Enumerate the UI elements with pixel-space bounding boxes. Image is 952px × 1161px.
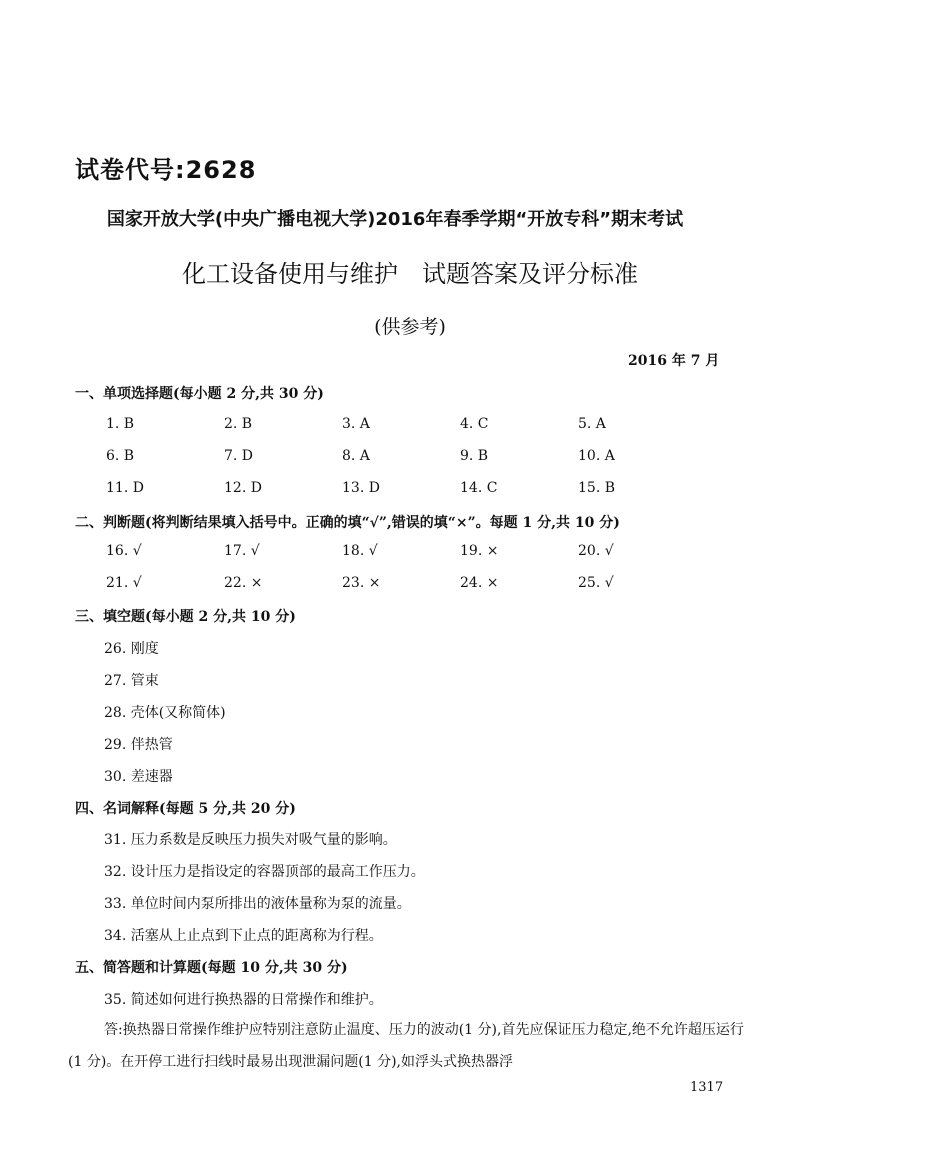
answer-cell: 5. A: [578, 416, 606, 432]
fill-answer: 29. 伴热管: [104, 737, 173, 753]
answer-paragraph: [68, 1014, 758, 1078]
section-1-heading: 一、单项选择题(每小题 2 分,共 30 分): [75, 386, 324, 402]
fill-answer: 27. 管束: [104, 673, 159, 689]
term-definition: 32. 设计压力是指设定的容器顶部的最高工作压力。: [104, 864, 425, 880]
section-5-heading: 五、简答题和计算题(每题 10 分,共 30 分): [75, 960, 348, 976]
question-text: 35. 简述如何进行换热器的日常操作和维护。: [104, 992, 383, 1008]
answer-cell: 17. √: [224, 543, 260, 559]
answer-cell: 9. B: [460, 448, 489, 464]
paper-code: 试卷代号:2628: [75, 156, 257, 184]
answer-cell: 22. ×: [224, 575, 263, 591]
answer-cell: 8. A: [342, 448, 370, 464]
answer-cell: 18. √: [342, 543, 378, 559]
answer-cell: 11. D: [106, 480, 144, 496]
answer-cell: 3. A: [342, 416, 370, 432]
answer-cell: 4. C: [460, 416, 489, 432]
answer-cell: 23. ×: [342, 575, 381, 591]
answer-cell: 20. √: [578, 543, 614, 559]
subject-title: 化工设备使用与维护 试题答案及评分标准: [182, 260, 638, 288]
answer-cell: 10. A: [578, 448, 615, 464]
answer-cell: 24. ×: [460, 575, 499, 591]
answer-cell: 14. C: [460, 480, 498, 496]
answer-cell: 1. B: [106, 416, 135, 432]
answer-cell: 6. B: [106, 448, 135, 464]
answer-cell: 25. √: [578, 575, 614, 591]
answer-cell: 21. √: [106, 575, 142, 591]
section-4-heading: 四、名词解释(每题 5 分,共 20 分): [75, 801, 296, 817]
answer-cell: 12. D: [224, 480, 262, 496]
term-definition: 34. 活塞从上止点到下止点的距离称为行程。: [104, 928, 383, 944]
answer-text: 答:换热器日常操作维护应特别注意防止温度、压力的波动(1 分),首先应保证压力稳定,绝不允许超压运行(1 分)。在开停工进行扫线时最易出现泄漏问题(1 分),如浮头式换热器浮: [68, 1022, 744, 1070]
answer-cell: 15. B: [578, 480, 616, 496]
exam-title: 国家开放大学(中央广播电视大学)2016年春季学期“开放专科”期末考试: [106, 209, 684, 230]
section-2-heading: 二、判断题(将判断结果填入括号中。正确的填“√”,错误的填“×”。每题 1 分,共 10 分): [75, 515, 620, 531]
fill-answer: 28. 壳体(又称简体): [104, 705, 226, 721]
answer-cell: 2. B: [224, 416, 253, 432]
section-3-heading: 三、填空题(每小题 2 分,共 10 分): [75, 609, 296, 625]
answer-cell: 7. D: [224, 448, 254, 464]
fill-answer: 26. 刚度: [104, 641, 159, 657]
page-number: 1317: [690, 1080, 724, 1095]
reference-note: (供参考): [374, 316, 446, 338]
answer-cell: 13. D: [342, 480, 380, 496]
fill-answer: 30. 差速器: [104, 769, 173, 785]
answer-cell: 16. √: [106, 543, 142, 559]
term-definition: 31. 压力系数是反映压力损失对吸气量的影响。: [104, 832, 397, 848]
exam-date: 2016 年 7 月: [628, 353, 720, 369]
answer-cell: 19. ×: [460, 543, 499, 559]
term-definition: 33. 单位时间内泵所排出的液体量称为泵的流量。: [104, 896, 411, 912]
